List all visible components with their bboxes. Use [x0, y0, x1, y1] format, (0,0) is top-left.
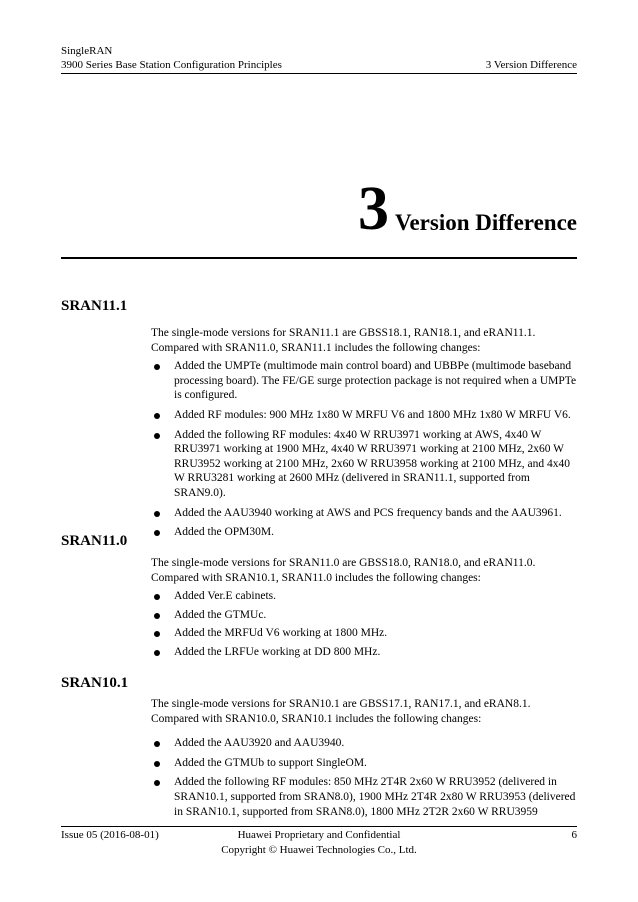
list-item: Added the OPM30M. [151, 525, 581, 540]
page-number: 6 [571, 829, 577, 841]
chapter-heading [357, 175, 577, 243]
chapter-number: 3 [357, 175, 389, 243]
list-item: Added the AAU3920 and AAU3940. [151, 736, 581, 751]
section-title: SRAN11.1 [61, 298, 128, 314]
bullet-icon [154, 650, 160, 656]
footer-confidential: Huawei Proprietary and Confidential [237, 829, 401, 841]
bullet-icon [154, 761, 160, 767]
section-title: SRAN11.0 [61, 533, 128, 549]
bullet-icon [154, 413, 160, 419]
list-item: Added the following RF modules: 850 MHz 2T4R 2x60 W RRU3952 (delivered in SRAN10.1, supported from SRAN8.0), 1900 MHz 2T4R 2x80 W RRU3953 (delivered in SRAN10.1, supported from SRAN8.0), 1800 MHz 2T2R 2x60 W RRU3959 [151, 775, 581, 819]
header-product: SingleRAN [61, 45, 113, 57]
bullet-icon [154, 613, 160, 619]
section-intro: The single-mode versions for SRAN11.1 are GBSS18.1, RAN18.1, and eRAN11.1. Compared with SRAN11.0, SRAN11.1 includes the following changes: [151, 327, 536, 354]
footer-copyright: Copyright © Huawei Technologies Co., Ltd. [221, 844, 417, 856]
bullet-list [151, 589, 581, 659]
bullet-icon [154, 631, 160, 637]
header-doc-title: 3900 Series Base Station Configuration Principles [61, 59, 282, 71]
list-item: Added the AAU3940 working at AWS and PCS frequency bands and the AAU3961. [151, 506, 581, 521]
section-intro: The single-mode versions for SRAN11.0 are GBSS18.0, RAN18.0, and eRAN11.0. Compared with SRAN10.1, SRAN11.0 includes the following changes: [151, 557, 536, 584]
bullet-icon [154, 741, 160, 747]
bullet-icon [154, 433, 160, 439]
section-intro: The single-mode versions for SRAN10.1 are GBSS17.1, RAN17.1, and eRAN8.1. Compared with SRAN10.0, SRAN10.1 includes the following changes: [151, 698, 531, 725]
list-item: Added the following RF modules: 4x40 W RRU3971 working at AWS, 4x40 W RRU3971 working at 1900 MHz, 4x40 W RRU3971 working at 2100 MHz, 2x60 W RRU3952 working at 2100 MHz, 2x60 W RRU3958 working at 2100 MHz, and 4x40 W RRU3281 working at 2600 MHz (delivered in SRAN11.1, supported from SRAN9.0). [151, 428, 581, 501]
list-item: Added Ver.E cabinets. [151, 589, 581, 604]
section-body [151, 556, 581, 660]
header-rule [61, 73, 577, 74]
bullet-icon [154, 530, 160, 536]
section-body [151, 326, 581, 540]
section-body [151, 697, 581, 819]
bullet-list [151, 736, 581, 819]
footer-rule [61, 826, 577, 827]
chapter-title: Version Difference [394, 210, 577, 235]
footer-issue: Issue 05 (2016-08-01) [61, 829, 159, 841]
bullet-icon [154, 511, 160, 517]
list-item: Added the GTMUb to support SingleOM. [151, 756, 581, 771]
chapter-rule [61, 257, 577, 259]
list-item: Added the LRFUe working at DD 800 MHz. [151, 645, 581, 660]
header-chapter-ref: 3 Version Difference [485, 59, 577, 71]
bullet-list [151, 359, 581, 540]
section-title: SRAN10.1 [61, 675, 129, 691]
bullet-icon [154, 594, 160, 600]
list-item: Added the UMPTe (multimode main control board) and UBBPe (multimode baseband processing board). The FE/GE surge protection package is not required when a UMPTe is configured. [151, 359, 581, 403]
list-item: Added RF modules: 900 MHz 1x80 W MRFU V6 and 1800 MHz 1x80 W MRFU V6. [151, 408, 581, 423]
list-item: Added the MRFUd V6 working at 1800 MHz. [151, 626, 581, 641]
list-item: Added the GTMUc. [151, 608, 581, 623]
bullet-icon [154, 364, 160, 370]
bullet-icon [154, 780, 160, 786]
